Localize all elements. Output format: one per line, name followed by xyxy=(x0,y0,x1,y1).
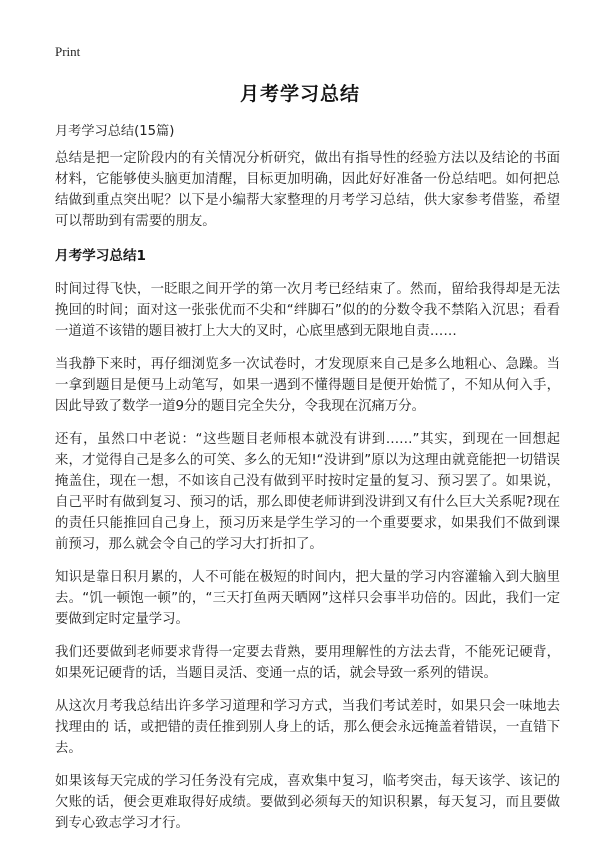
document-title: 月考学习总结 xyxy=(239,83,360,105)
intro-paragraph: 总结是把一定阶段内的有关情况分析研究，做出有指导性的经验方法以及结论的书面材料，它能够使头脑更加清醒，目标更加明确，因此好好准备一份总结吧。如何把总结做到重点突出呢？以下是小编帮大家整理的月考学习总结，供大家参考借鉴，希望可以帮助到有需要的朋友。 xyxy=(55,151,560,229)
body-paragraph: 当我静下来时，再仔细浏览多一次试卷时，才发现原来自己是多么地粗心、急躁。当一拿到题目是便马上动笔写，如果一遇到不懂得题目是便开始慌了，不知从何入手，因此导致了数学一道9分的题目完全失分，令我现在沉痛万分。 xyxy=(55,357,560,414)
section-heading: 月考学习总结1 xyxy=(55,248,147,264)
body-paragraph: 从这次月考我总结出许多学习道理和学习方式，当我们考试差时，如果只会一味地去找理由的 话，或把错的责任推到别人身上的话，那么便会永远掩盖着错误，一直错下去。 xyxy=(55,699,560,756)
body-paragraph: 还有，虽然口中老说：“这些题目老师根本就没有讲到……”其实，到现在一回想起来，才觉得自己是多么的可笑、多么的无知!“没讲到”原以为这理由就竟能把一切错误掩盖住，现在一想，不如该自己没有做到平时按时定量的复习、预习罢了。如果说，自己平时有做到复习、预习的话，那么即使老师讲到没讲到又有什么巨大关系呢?现在的责任只能推回自己身上，预习历来是学生学习的一个重要要求，如果我们不做到课前预习，那么就会令自己的学习大打折扣了。 xyxy=(55,432,560,552)
body-paragraph: 如果该每天完成的学习任务没有完成，喜欢集中复习，临考突击，每天该学、该记的欠账的话，便会更难取得好成绩。要做到必须每天的知识积累，每天复习，而且要做到专心致志学习才行。 xyxy=(55,774,560,831)
body-paragraph: 时间过得飞快，一眨眼之间开学的第一次月考已经结束了。然而，留给我得却是无法挽回的时间；面对这一张张优而不尖和“绊脚石”似的的分数令我不禁陷入沉思；看看一道道不该错的题目被打上大大的叉时，心底里感到无限地自责…… xyxy=(55,282,560,339)
body-paragraph: 知识是靠日积月累的，人不可能在极短的时间内，把大量的学习内容灌输入到大脑里去。“饥一顿饱一顿”的，“三天打鱼两天晒网”这样只会事半功倍的。因此，我们一定要做到定时定量学习。 xyxy=(55,570,560,627)
body-paragraph: 我们还要做到老师要求背得一定要去背熟，要用理解性的方法去背，不能死记硬背，如果死记硬背的话，当题目灵活、变通一点的话，就会导致一系列的错误。 xyxy=(55,645,560,681)
document-subtitle: 月考学习总结(15篇) xyxy=(55,124,175,139)
print-label: Print xyxy=(55,44,81,59)
document-body xyxy=(55,148,560,846)
